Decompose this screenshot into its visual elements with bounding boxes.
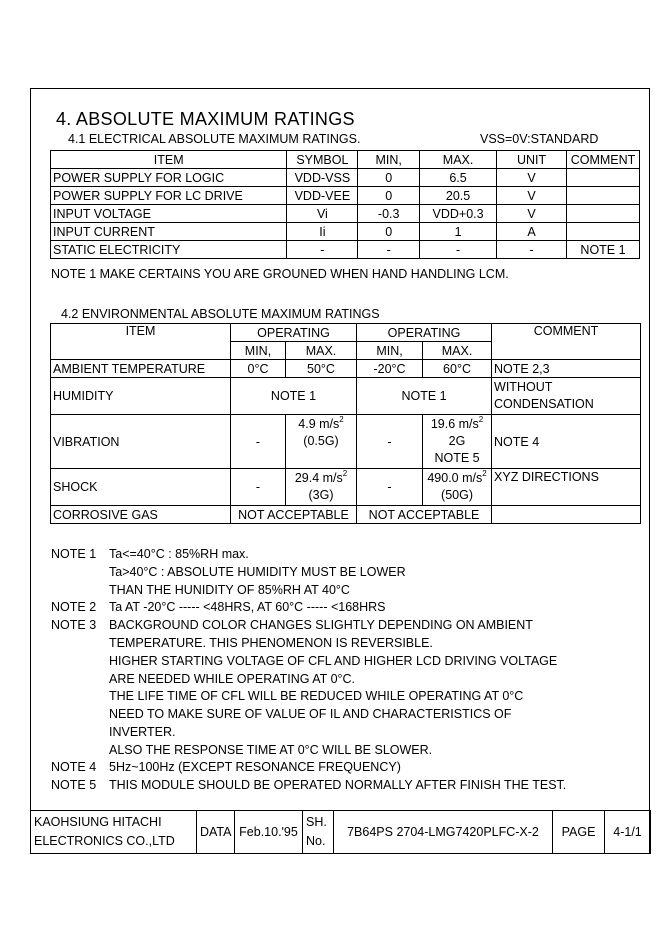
cell-item: POWER SUPPLY FOR LC DRIVE <box>51 187 287 205</box>
cell-max-2 <box>423 469 492 506</box>
note-line: TEMPERATURE. THIS PHENOMENON IS REVERSIBLE. <box>109 636 433 650</box>
cell-operating-1: NOT ACCEPTABLE <box>231 506 357 524</box>
cell-max-2 <box>423 415 492 469</box>
cell-operating-2: NOTE 1 <box>357 378 492 415</box>
page-label: PAGE <box>553 811 605 854</box>
cell-max-1 <box>286 469 357 506</box>
exponent: 2 <box>482 469 487 478</box>
header-comment: COMMENT <box>492 324 641 360</box>
cell-operating-1: NOTE 1 <box>231 378 357 415</box>
cell-item: INPUT CURRENT <box>51 223 287 241</box>
table-row-humidity <box>51 378 641 415</box>
table-row <box>51 205 640 223</box>
cell-min-1: - <box>231 469 286 506</box>
cell-item: CORROSIVE GAS <box>51 506 231 524</box>
cell-max-2: 60°C <box>423 360 492 378</box>
electrical-ratings-table <box>50 150 640 259</box>
table-row-corrosive-gas <box>51 506 641 524</box>
header-max: MAX. <box>420 151 497 169</box>
value-text: 490.0 m/s <box>427 471 483 485</box>
page-number: 4-1/1 <box>605 811 651 854</box>
table-row <box>51 187 640 205</box>
note-line: INVERTER. <box>109 725 176 739</box>
value-text: 19.6 m/s <box>430 417 479 431</box>
value-text: 29.4 m/s <box>294 471 343 485</box>
cell-max: 1 <box>420 223 497 241</box>
cell-comment: NOTE 1 <box>567 241 640 259</box>
note-line: ARE NEEDED WHILE OPERATING AT 0°C. <box>109 672 356 686</box>
table-row-shock <box>51 469 641 506</box>
header-operating-1: OPERATING <box>231 324 357 342</box>
voltage-standard: VSS=0V:STANDARD <box>480 132 599 146</box>
cell-max: 6.5 <box>420 169 497 187</box>
note-label: NOTE 4 <box>51 760 97 774</box>
value-g: (50G) <box>441 488 473 502</box>
cell-operating-2: NOT ACCEPTABLE <box>357 506 492 524</box>
cell-unit: V <box>497 169 567 187</box>
section-heading: 4. ABSOLUTE MAXIMUM RATINGS <box>56 109 355 129</box>
table-row <box>51 169 640 187</box>
note-line: Ta<=40°C : 85%RH max. <box>109 547 249 561</box>
cell-min: 0 <box>358 169 420 187</box>
table-row <box>51 241 640 259</box>
cell-min: 0 <box>358 223 420 241</box>
cell-min-2: - <box>357 415 423 469</box>
electrical-note-1: NOTE 1 MAKE CERTAINS YOU ARE GROUNED WHEN HAND HANDLING LCM. <box>51 267 509 281</box>
note-line: THAN THE HUNIDITY OF 85%RH AT 40°C <box>109 583 350 597</box>
cell-max: 20.5 <box>420 187 497 205</box>
cell-comment <box>567 187 640 205</box>
header-unit: UNIT <box>497 151 567 169</box>
cell-comment <box>567 169 640 187</box>
value-note: NOTE 5 <box>434 451 480 465</box>
cell-max: - <box>420 241 497 259</box>
cell-symbol: VDD-VEE <box>287 187 358 205</box>
note-line: 5Hz~100Hz (EXCEPT RESONANCE FREQUENCY) <box>109 760 401 774</box>
cell-item: INPUT VOLTAGE <box>51 205 287 223</box>
comment-line-2: CONDENSATION <box>494 397 594 411</box>
data-label: DATA <box>197 811 235 854</box>
note-line: THE LIFE TIME OF CFL WILL BE REDUCED WHILE OPERATING AT 0°C <box>109 689 524 703</box>
table-header-row <box>51 151 640 169</box>
cell-unit: A <box>497 223 567 241</box>
value-g: (0.5G) <box>303 434 339 448</box>
value-text: 4.9 m/s <box>298 417 340 431</box>
company-name <box>31 811 197 854</box>
cell-item: HUMIDITY <box>51 378 231 415</box>
document-date: Feb.10.'95 <box>235 811 303 854</box>
cell-comment: NOTE 2,3 <box>492 360 641 378</box>
cell-max: VDD+0.3 <box>420 205 497 223</box>
cell-min-1: - <box>231 415 286 469</box>
value-g: (3G) <box>308 488 334 502</box>
cell-item: SHOCK <box>51 469 231 506</box>
note-line: NEED TO MAKE SURE OF VALUE OF IL AND CHARACTERISTICS OF <box>109 707 512 721</box>
cell-item: STATIC ELECTRICITY <box>51 241 287 259</box>
cell-comment: XYZ DIRECTIONS <box>492 469 641 506</box>
note-line: BACKGROUND COLOR CHANGES SLIGHTLY DEPENDING ON AMBIENT <box>109 618 533 632</box>
cell-item: VIBRATION <box>51 415 231 469</box>
table-row <box>51 223 640 241</box>
environmental-ratings-table <box>50 323 641 524</box>
value-g: 2G <box>448 434 466 448</box>
cell-comment <box>492 506 641 524</box>
header-comment: COMMENT <box>567 151 640 169</box>
table-header-row <box>51 324 641 342</box>
cell-unit: - <box>497 241 567 259</box>
note-label: NOTE 5 <box>51 778 97 792</box>
header-min-2: MIN, <box>357 342 423 360</box>
header-symbol: SYMBOL <box>287 151 358 169</box>
exponent: 2 <box>339 415 344 424</box>
note-line: THIS MODULE SHOULD BE OPERATED NORMALLY AFTER FINISH THE TEST. <box>109 778 567 792</box>
company-line-2: ELECTRONICS CO.,LTD <box>34 834 175 848</box>
company-line-1: KAOHSIUNG HITACHI <box>34 815 162 829</box>
exponent: 2 <box>342 469 348 478</box>
note-line: ALSO THE RESPONSE TIME AT 0°C WILL BE SLOWER. <box>109 743 433 757</box>
header-operating-2: OPERATING <box>357 324 492 342</box>
cell-symbol: Ii <box>287 223 358 241</box>
table-row-vibration <box>51 415 641 469</box>
cell-max-1: 50°C <box>286 360 357 378</box>
header-item: ITEM <box>51 151 287 169</box>
cell-comment <box>567 223 640 241</box>
cell-min: - <box>358 241 420 259</box>
cell-comment <box>567 205 640 223</box>
section-4-2-title: 4.2 ENVIRONMENTAL ABSOLUTE MAXIMUM RATINGS <box>61 307 380 321</box>
cell-comment: NOTE 4 <box>492 415 641 469</box>
cell-unit: V <box>497 187 567 205</box>
sheet-label-line-2: No. <box>306 834 326 848</box>
cell-symbol: - <box>287 241 358 259</box>
sheet-number-label <box>303 811 334 854</box>
exponent: 2 <box>478 415 484 424</box>
sheet-label-line-1: SH. <box>306 815 327 829</box>
note-line: Ta AT -20°C ----- <48HRS, AT 60°C ----- <168HRS <box>109 600 386 614</box>
cell-max-1 <box>286 415 357 469</box>
cell-symbol: Vi <box>287 205 358 223</box>
note-line: HIGHER STARTING VOLTAGE OF CFL AND HIGHER LCD DRIVING VOLTAGE <box>109 654 558 668</box>
section-4-1-title: 4.1 ELECTRICAL ABSOLUTE MAXIMUM RATINGS. <box>68 132 361 146</box>
cell-item: POWER SUPPLY FOR LOGIC <box>51 169 287 187</box>
header-max-2: MAX. <box>423 342 492 360</box>
cell-min: 0 <box>358 187 420 205</box>
cell-symbol: VDD-VSS <box>287 169 358 187</box>
header-max-1: MAX. <box>286 342 357 360</box>
note-line: Ta>40°C : ABSOLUTE HUMIDITY MUST BE LOWER <box>109 565 406 579</box>
cell-min-2: - <box>357 469 423 506</box>
header-item: ITEM <box>51 324 231 360</box>
header-min: MIN, <box>358 151 420 169</box>
note-label: NOTE 1 <box>51 547 97 561</box>
cell-min-2: -20°C <box>357 360 423 378</box>
header-min-1: MIN, <box>231 342 286 360</box>
table-row-ambient-temperature <box>51 360 641 378</box>
cell-min-1: 0°C <box>231 360 286 378</box>
note-label: NOTE 2 <box>51 600 97 614</box>
cell-unit: V <box>497 205 567 223</box>
cell-item: AMBIENT TEMPERATURE <box>51 360 231 378</box>
comment-line-1: WITHOUT <box>494 380 553 394</box>
note-label: NOTE 3 <box>51 618 97 632</box>
cell-min: -0.3 <box>358 205 420 223</box>
document-number: 7B64PS 2704-LMG7420PLFC-X-2 <box>334 811 553 854</box>
cell-comment <box>492 378 641 415</box>
footer-title-block <box>30 810 651 854</box>
